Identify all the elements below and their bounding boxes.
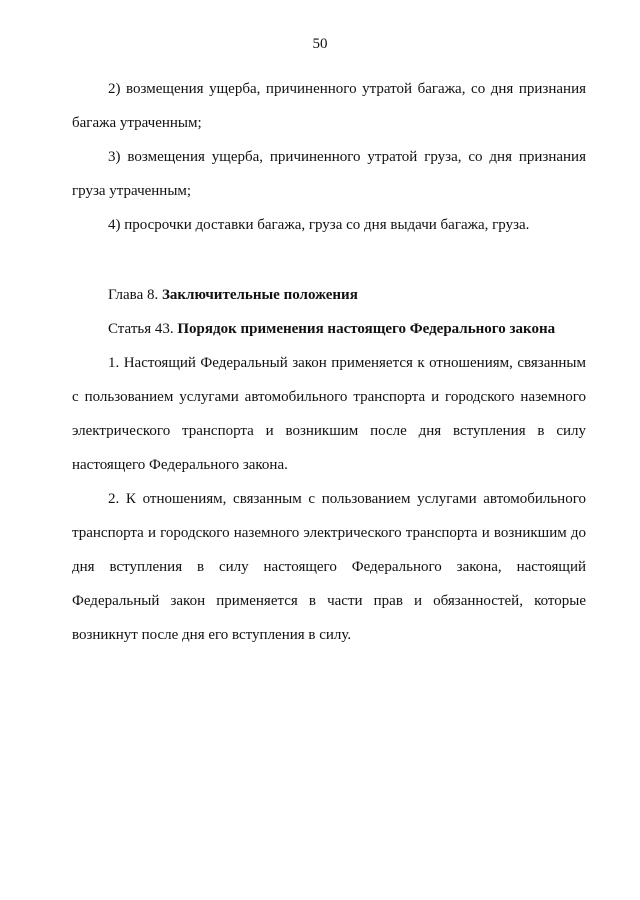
list-item-2: 2) возмещения ущерба, причиненного утратой багажа, со дня признания багажа утраченным; <box>72 81 586 131</box>
list-item-3: 3) возмещения ущерба, причиненного утратой груза, со дня признания груза утраченным; <box>72 149 586 199</box>
document-body <box>72 72 586 652</box>
list-item-4: 4) просрочки доставки багажа, груза со дня выдачи багажа, груза. <box>108 217 530 233</box>
article-heading <box>72 312 586 346</box>
article-title: Порядок применения настоящего Федерального закона <box>177 321 556 337</box>
article-paragraph-1: 1. Настоящий Федеральный закон применяется к отношениям, связанным с пользованием услугами автомобильного транспорта и городского наземного электрического транспорта и возникшим после дня вступления в силу настоящего Федерального закона. <box>72 355 586 473</box>
page-number: 50 <box>312 36 328 52</box>
article-label: Статья 43. <box>108 321 174 337</box>
section-gap <box>72 242 586 278</box>
chapter-label: Глава 8. <box>108 287 159 303</box>
chapter-title: Заключительные положения <box>161 287 358 303</box>
article-paragraph-2: 2. К отношениям, связанным с пользованием услугами автомобильного транспорта и городского наземного электрического транспорта и возникшим до дня вступления в силу настоящего Федерального закона, настоящий Федеральный закон применяется в части прав и обязанностей, которые возникнут после дня его вступления в силу. <box>72 491 586 643</box>
chapter-heading <box>72 278 586 312</box>
